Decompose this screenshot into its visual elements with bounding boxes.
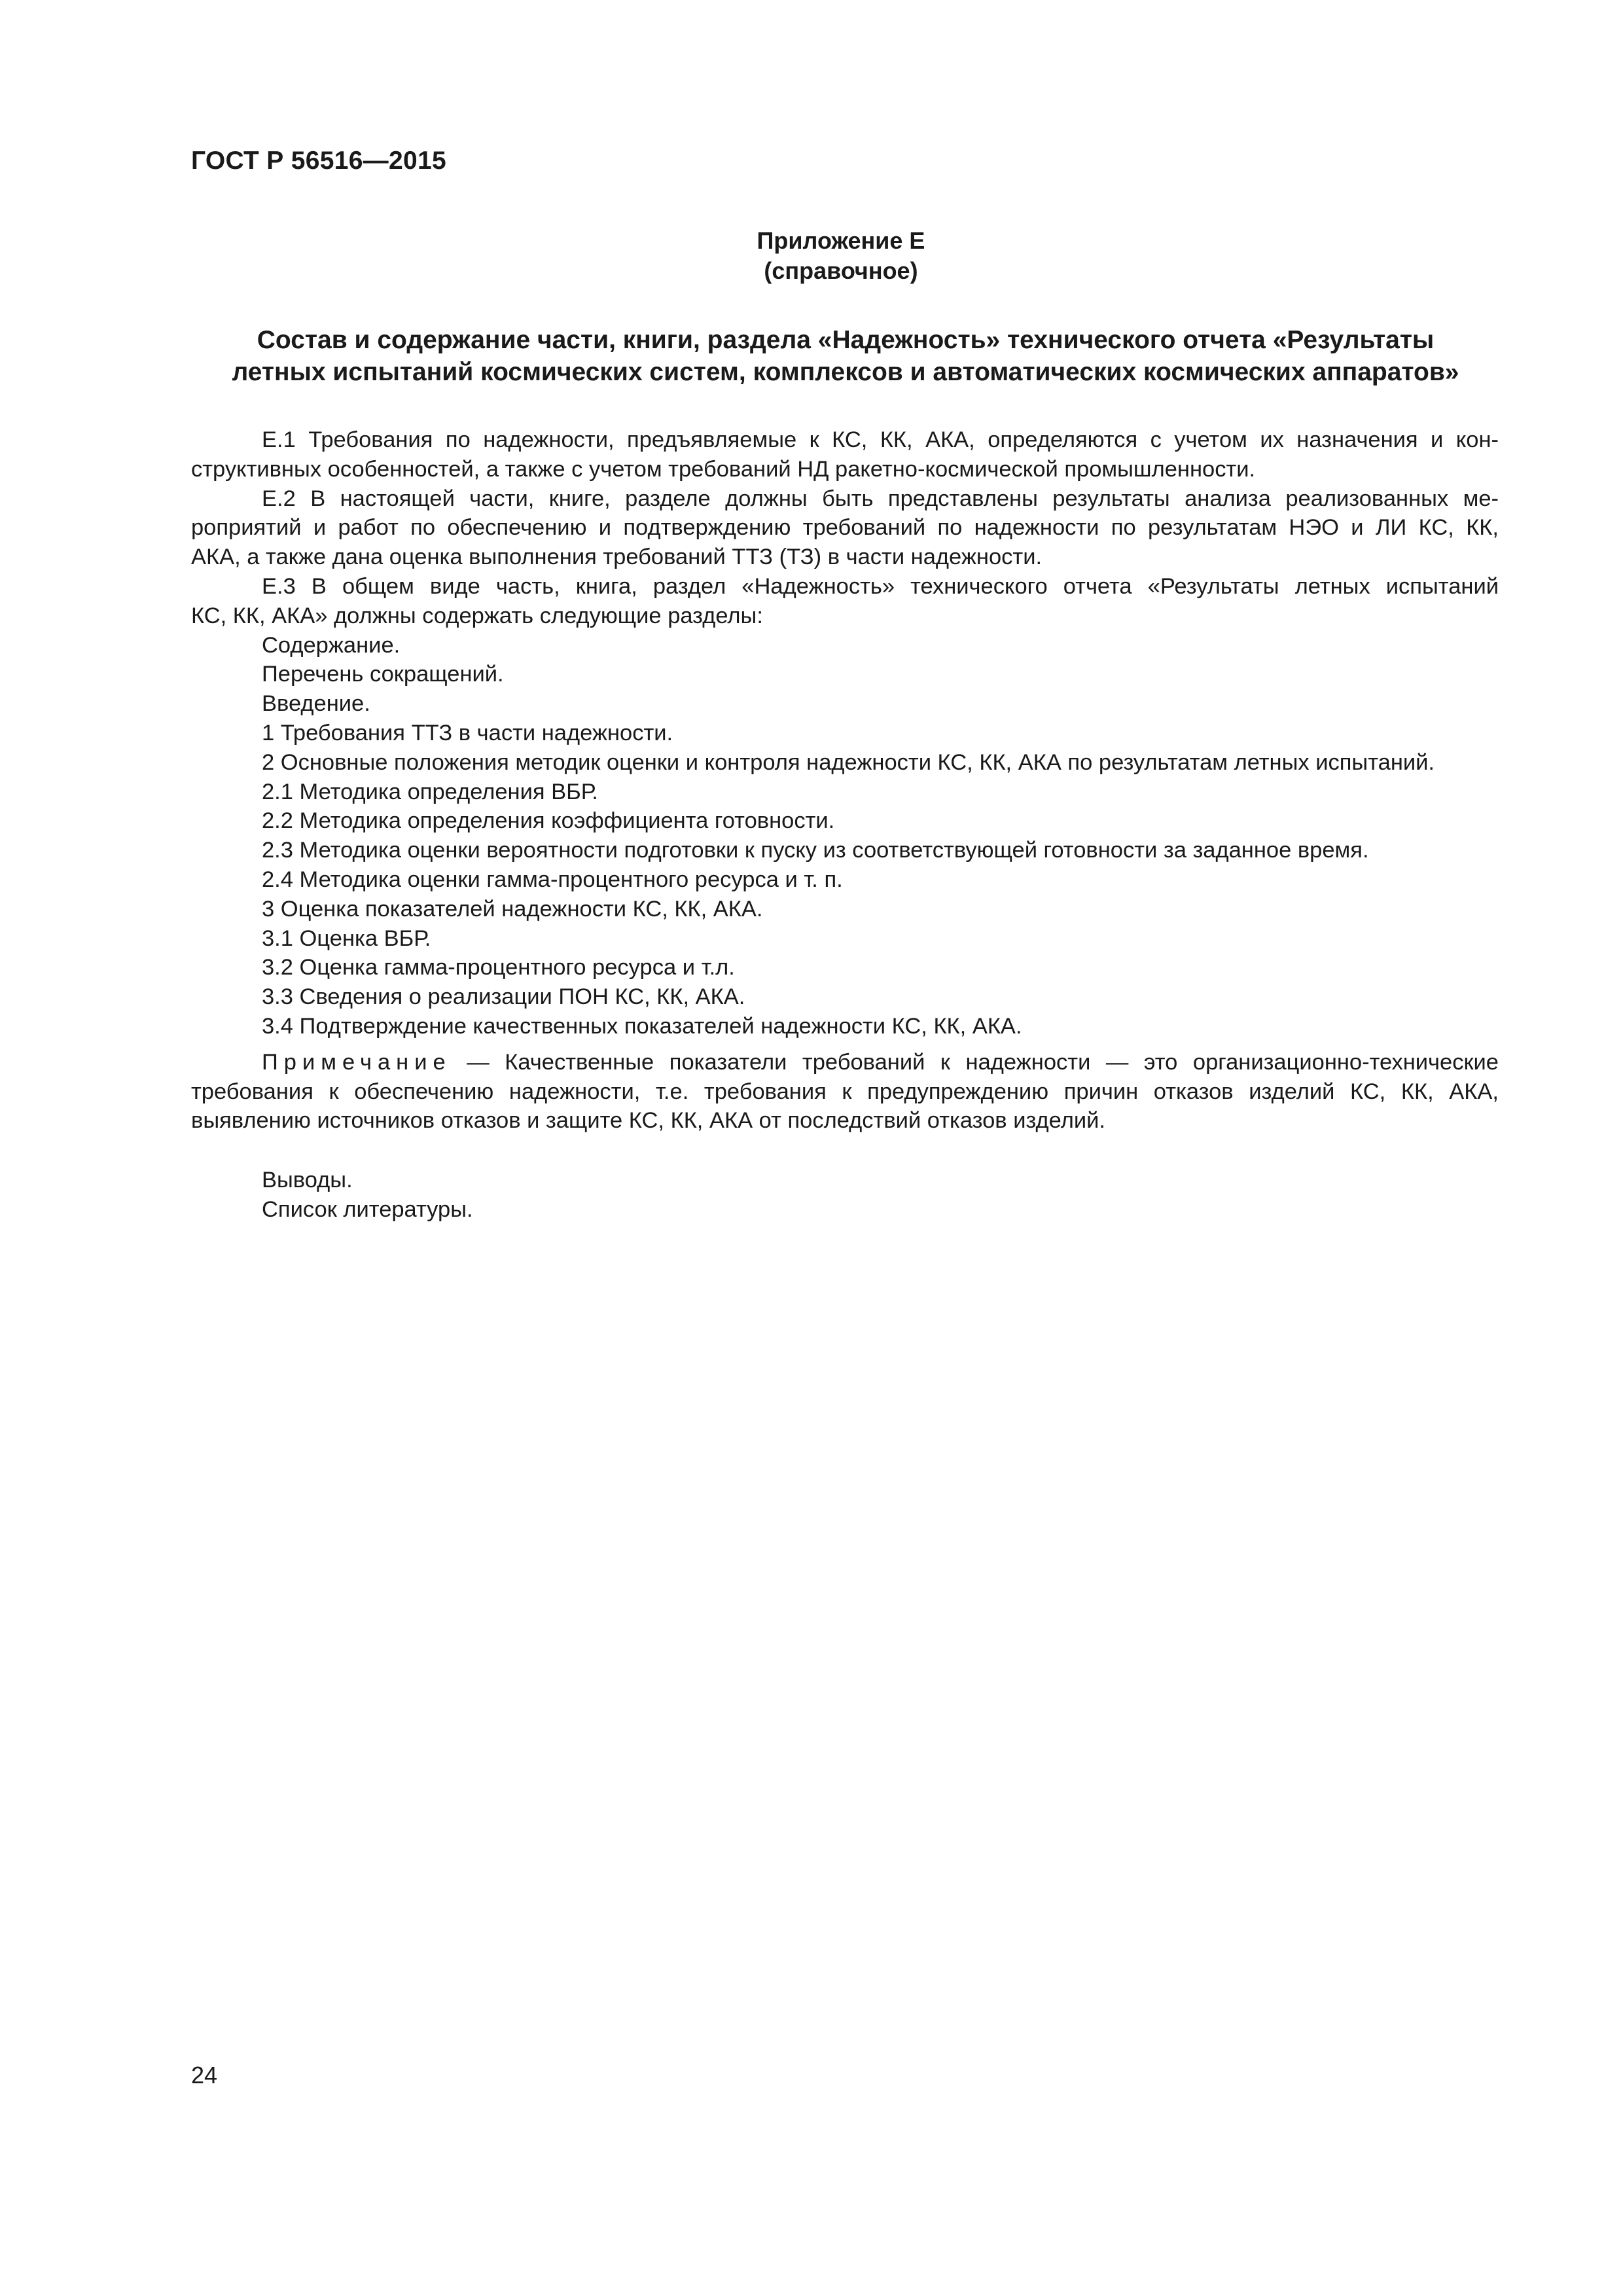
section-list-item: 2.2 Методика определения коэффициента готовности. — [262, 808, 835, 834]
appendix-body — [191, 425, 1499, 1225]
section-list-item: 1 Требования ТТЗ в части надежности. — [262, 720, 673, 745]
conclusions-item: Выводы. — [262, 1168, 353, 1193]
paragraph-e1-line-2: структивных особенностей, а также с учетом требований НД ракетно-космической промышленности. — [191, 456, 1256, 482]
appendix-title-line-2: летных испытаний космических систем, комплексов и автоматических космических аппаратов» — [232, 358, 1459, 386]
note-line-2: требования к обеспечению надежности, т.е. требования к предупреждению причин отказов изделий КС, КК, АКА, — [191, 1079, 1499, 1104]
paragraph-e1-line-1: Е.1 Требования по надежности, предъявляемые к КС, КК, АКА, определяются с учетом их назначения и кон- — [262, 427, 1499, 452]
references-item: Список литературы. — [262, 1196, 473, 1222]
note-line-1 — [191, 1048, 1499, 1077]
appendix-title-line-1: Состав и содержание части, книги, раздела «Надежность» технического отчета «Результаты — [257, 326, 1435, 354]
paragraph-e2-line-3: АКА, а также дана оценка выполнения требований ТТЗ (ТЗ) в части надежности. — [191, 545, 1043, 570]
section-list-item: 2.1 Методика определения ВБР. — [262, 779, 598, 804]
section-list-item: 3.3 Сведения о реализации ПОН КС, КК, АКА. — [262, 984, 745, 1010]
appendix-type: (справочное) — [764, 257, 918, 284]
section-list-item: 3.1 Оценка ВБР. — [262, 925, 431, 951]
section-list-item: 3.2 Оценка гамма-процентного ресурса и т.л. — [262, 955, 735, 980]
section-list-item: Содержание. — [262, 632, 401, 658]
paragraph-e2-line-2: роприятий и работ по обеспечению и подтверждению требований по надежности по результатам НЭО и ЛИ КС, КК, — [191, 515, 1499, 541]
paragraph-e3-line-1: Е.3 В общем виде часть, книга, раздел «Надежность» технического отчета «Результаты летных испытаний — [262, 573, 1499, 599]
note-label: Примечание — [262, 1049, 452, 1075]
section-list-item: 3 Оценка показателей надежности КС, КК, АКА. — [262, 896, 763, 922]
page-number: 24 — [191, 2062, 218, 2089]
standard-id: ГОСТ Р 56516—2015 — [191, 147, 446, 175]
section-list-item: 2 Основные положения методик оценки и контроля надежности КС, КК, АКА по результатам летных испытаний. — [262, 749, 1435, 775]
section-list-item: Введение. — [262, 691, 370, 717]
paragraph-e2-line-1: Е.2 В настоящей части, книге, разделе должны быть представлены результаты анализа реализованных ме- — [262, 486, 1499, 511]
paragraph-e3-line-2: КС, КК, АКА» должны содержать следующие разделы: — [191, 603, 763, 628]
note-text: — Качественные показатели требований к надежности — это организационно-технические — [451, 1049, 1499, 1075]
appendix-label: Приложение Е — [757, 227, 925, 254]
note-line-3: выявлению источников отказов и защите КС, КК, АКА от последствий отказов изделий. — [191, 1108, 1105, 1134]
section-list-item: 3.4 Подтверждение качественных показателей надежности КС, КК, АКА. — [262, 1013, 1022, 1039]
section-list-item: Перечень сокращений. — [262, 662, 504, 687]
section-list-item: 2.3 Методика оценки вероятности подготовки к пуску из соответствующей готовности за заданное время. — [262, 838, 1369, 863]
section-list-item: 2.4 Методика оценки гамма-процентного ресурса и т. п. — [262, 867, 843, 892]
